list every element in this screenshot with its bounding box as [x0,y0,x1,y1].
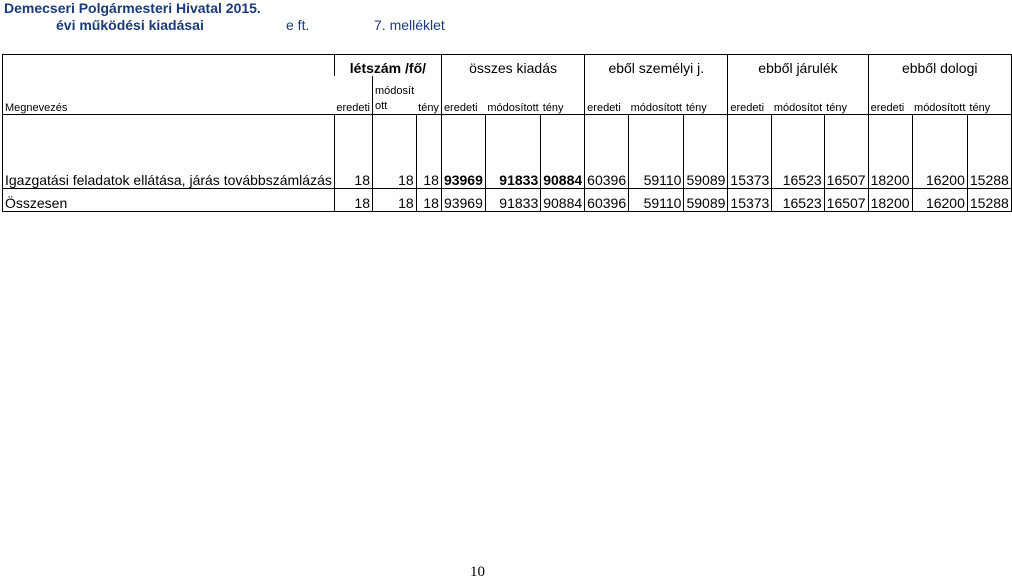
subheader-cell: tény [967,76,1011,115]
subheader-cell: eredeti [585,76,629,115]
table-cell: 16507 [824,115,868,189]
subheader-cell: eredeti [728,76,772,115]
table-cell: 15288 [967,115,1011,189]
table-cell: 93969 [441,115,485,189]
document-title-line1: Demecseri Polgármesteri Hivatal 2015. [4,0,261,16]
table-cell: 90884 [541,115,585,189]
group-header-row [3,55,1012,77]
table-cell: 18200 [868,189,912,212]
table-cell: 16523 [772,115,824,189]
table-cell: 16523 [772,189,824,212]
group-header-total-expenditure: összes kiadás [441,55,584,77]
subheader-cell: eredeti [868,76,912,115]
table-cell: 18 [416,115,441,189]
table-cell: 60396 [585,189,629,212]
table-cell: 16200 [912,189,967,212]
table-row-total [3,189,1012,212]
table-cell: 91833 [485,115,540,189]
table-cell: 18 [334,115,372,189]
table-cell: 59089 [684,189,728,212]
table-cell: 59110 [629,115,684,189]
table-cell: 18 [373,115,417,189]
table-cell: 15288 [967,189,1011,212]
group-header-headcount: létszám /fő/ [334,55,441,77]
annex-label: 7. melléklet [374,17,445,33]
group-header-contributions: ebből járulék [728,55,868,77]
table-cell: 16200 [912,115,967,189]
page-number: 10 [470,564,485,580]
table-cell: 90884 [541,189,585,212]
table-cell: 15373 [728,115,772,189]
subheader-cell: eredeti [441,76,485,115]
subheader-cell: módosít ott [375,85,415,112]
row-name: Igazgatási feladatok ellátása, járás továbbszámlázás [3,115,335,189]
table-cell: 59110 [629,189,684,212]
group-header-blank [3,55,335,77]
subheader-cell: eredeti [334,76,372,115]
table-cell: 18200 [868,115,912,189]
row-name: Összesen [3,189,335,212]
table-cell: 60396 [585,115,629,189]
expenditure-table [2,54,1012,212]
table-cell: 16507 [824,189,868,212]
subheader-cell: tény [418,102,439,114]
group-header-personnel: eből személyi j. [585,55,728,77]
table-cell: 18 [334,189,372,212]
group-header-material: ebből dologi [868,55,1011,77]
subheader-cell: módosítot [773,102,823,114]
table-cell: 15373 [728,189,772,212]
subheader-cell: tény [685,102,707,114]
table-cell: 18 [373,189,417,212]
unit-label: e ft. [286,17,310,33]
document-title-line2: évi működési kiadásai [56,17,204,33]
subheader-cell: módosított [487,102,539,114]
subheader-cell: módosított [630,102,682,114]
table-cell: 93969 [441,189,485,212]
name-column-header: Megnevezés [3,76,335,115]
table-cell: 91833 [485,189,540,212]
table-row [3,115,1012,189]
table-cell: 59089 [684,115,728,189]
subheader-cell: tény [542,102,564,114]
subheader-cell: módosított [914,102,966,114]
subheader-row [3,76,1012,115]
table-cell: 18 [416,189,441,212]
subheader-cell: tény [826,102,847,114]
